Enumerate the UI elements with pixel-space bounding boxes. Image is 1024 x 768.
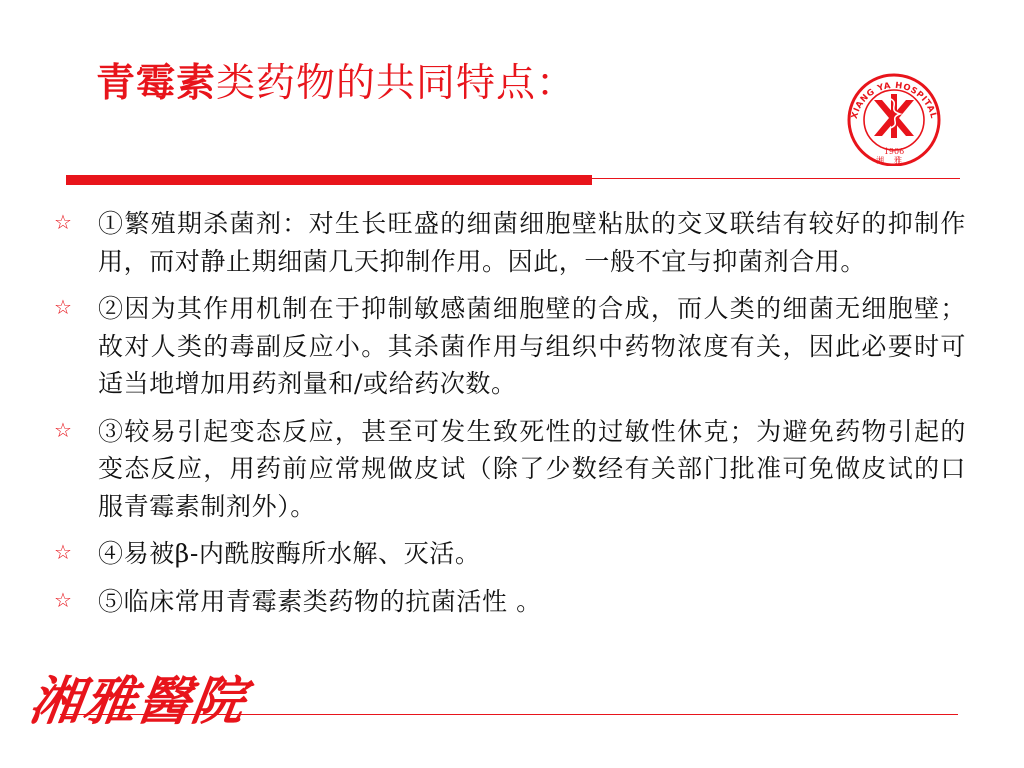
logo-ring-text: XIANG YA HOSPITAL — [849, 80, 939, 121]
list-item — [50, 413, 966, 526]
star-outline-icon: ☆ — [54, 587, 72, 612]
title-rest: 类药物的共同特点： — [216, 61, 577, 106]
list-item-text: ①繁殖期杀菌剂：对生长旺盛的细菌细胞壁粘肽的交叉联结有较好的抑制作用，而对静止期细菌几天抑制作用。因此，一般不宜与抑菌剂合用。 — [98, 209, 966, 276]
list-item-text: ⑤临床常用青霉素类药物的抗菌活性 。 — [98, 586, 542, 616]
list-item — [50, 205, 966, 280]
list-item — [50, 583, 966, 621]
list-item-text: ②因为其作用机制在于抑制敏感菌细胞壁的合成，而人类的细菌无细胞壁；故对人类的毒副反应小。其杀菌作用与组织中药物浓度有关，因此必要时可适当地增加用药剂量和/或给药次数。 — [98, 294, 966, 398]
list-item-text: ③较易引起变态反应，甚至可发生致死性的过敏性休克；为避免药物引起的变态反应，用药前应常规做皮试（除了少数经有关部门批准可免做皮试的口服青霉素制剂外）。 — [98, 416, 966, 521]
logo-year: 1906 — [883, 147, 905, 156]
footer-calligraphy-logo: 湘雅醫院 — [25, 671, 251, 732]
star-outline-icon: ☆ — [54, 417, 72, 442]
star-outline-icon: ☆ — [54, 295, 72, 319]
list-item-text: ④易被β-内酰胺酶所水解、灭活。 — [98, 539, 481, 568]
xiangya-hospital-logo — [832, 70, 956, 166]
red-cross-caduceus-emblem-icon — [874, 94, 914, 138]
list-item — [50, 535, 966, 573]
title-divider-thin — [592, 178, 960, 179]
title-divider-thick — [66, 175, 592, 185]
star-outline-icon: ☆ — [54, 540, 72, 564]
slide-title — [96, 52, 576, 108]
logo-bottom-text: 湘雅 — [876, 156, 912, 165]
list-item — [50, 290, 966, 403]
title-keyword: 青霉素 — [96, 61, 217, 106]
star-outline-icon: ☆ — [54, 210, 72, 234]
bullet-list — [50, 205, 966, 630]
